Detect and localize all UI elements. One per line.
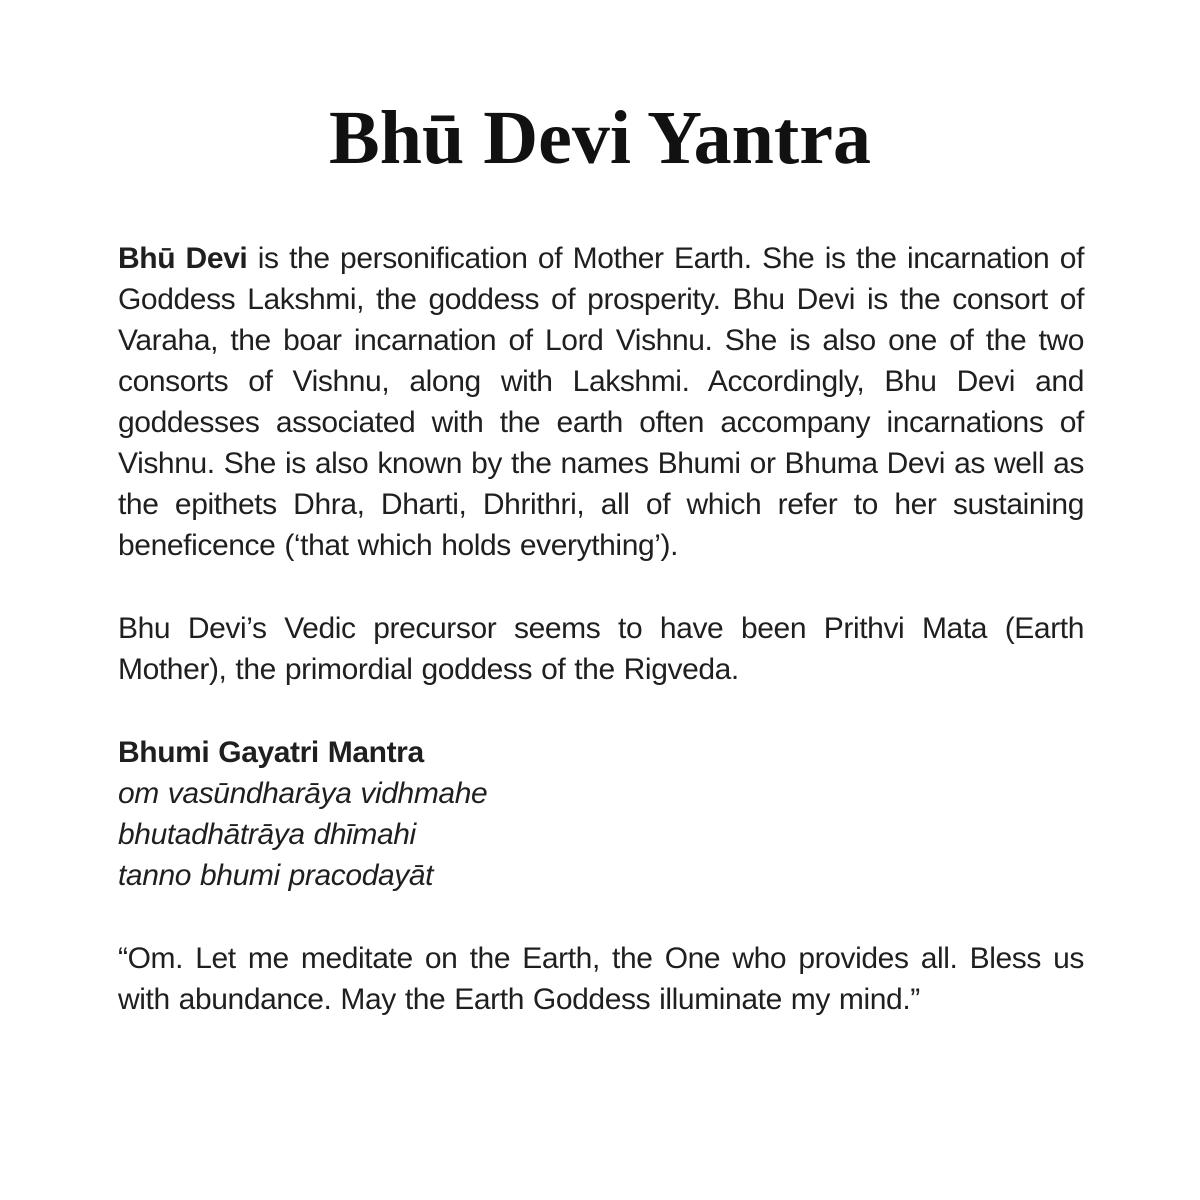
translation-quote: “Om. Let me meditate on the Earth, the One who provides all. Bless us with abundance. May the Earth Goddess illuminate my mind.”	[118, 942, 1084, 1016]
intro-paragraph-text: is the personification of Mother Earth. She is the incarnation of Goddess Lakshmi, the goddess of prosperity. Bhu Devi is the consort of Varaha, the boar incarnation of Lord Vishnu. She is also one of the two consorts of Vishnu, along with Lakshmi. Accordingly, Bhu Devi and goddesses associated with the earth often accompany incarnations of Vishnu. She is also known by the names Bhumi or Bhuma Devi as well as the epithets Dhra, Dharti, Dhrithri, all of which refer to her sustaining beneficence (‘that which holds everything’).	[118, 242, 1085, 562]
mantra-line-1: om vasūndharāya vidhmahe	[118, 777, 488, 810]
vedic-precursor-paragraph: Bhu Devi’s Vedic precursor seems to have been Prithvi Mata (Earth Mother), the primordial goddess of the Rigveda.	[118, 612, 1084, 686]
mantra-section	[118, 732, 1084, 896]
document-body	[118, 238, 1084, 1020]
intro-paragraph	[118, 238, 1084, 566]
intro-lead-bold: Bhū Devi	[118, 242, 248, 275]
mantra-line-2: bhutadhātrāya dhīmahi	[118, 818, 416, 851]
mantra-heading: Bhumi Gayatri Mantra	[118, 736, 424, 769]
mantra-line-3: tanno bhumi pracodayāt	[118, 859, 434, 892]
page-title: Bhū Devi Yantra	[329, 96, 871, 180]
